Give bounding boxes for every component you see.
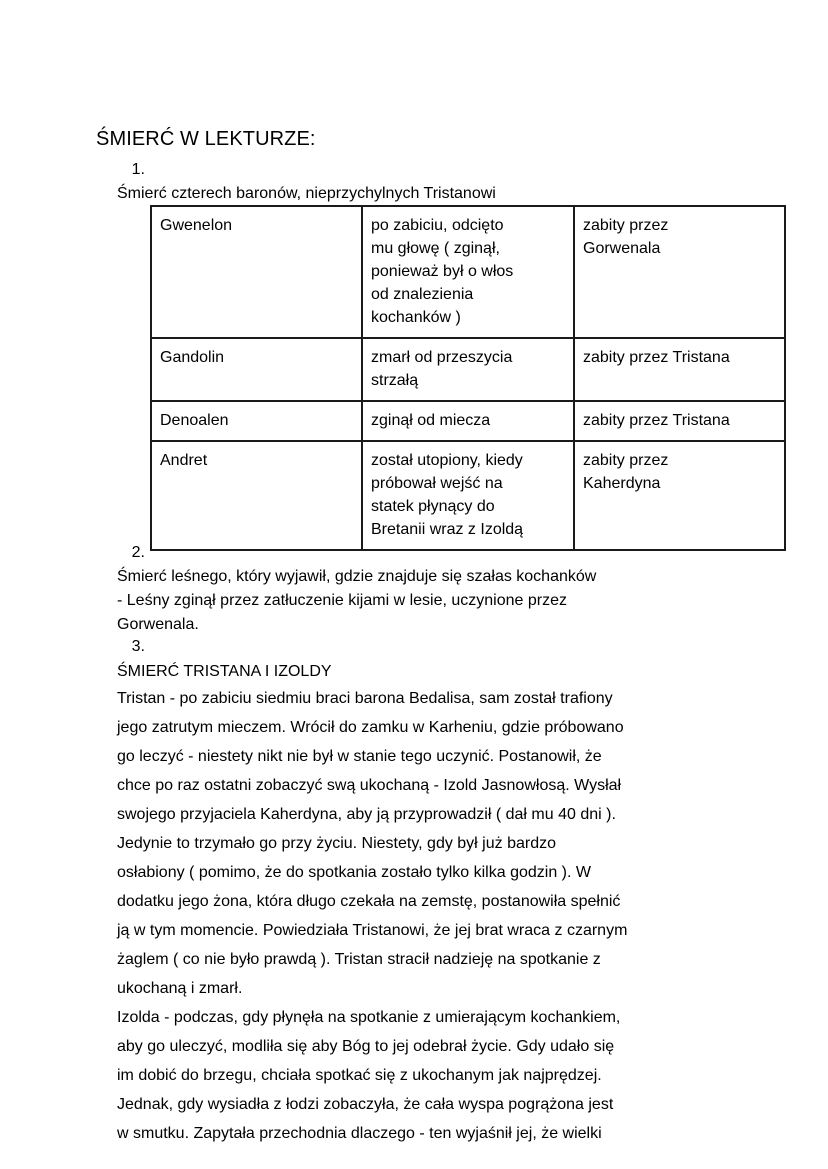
paragraph-line: żaglem ( co nie było prawdą ). Tristan stracił nadzieję na spotkanie z	[117, 951, 601, 968]
table-cell-killer	[574, 206, 785, 338]
list-item-2-line-3: Gorwenala.	[117, 616, 199, 633]
cell-line: próbował wejść na	[371, 475, 503, 492]
list-marker-3: 3.	[131, 638, 145, 655]
table-cell-name	[151, 401, 362, 441]
list-item-3-body	[117, 659, 787, 1148]
table-cell-killer	[574, 401, 785, 441]
paragraph-line: swojego przyjaciela Kaherdyna, aby ją przyprowadził ( dał mu 40 dni ).	[117, 806, 616, 823]
paragraph-line: dodatku jego żona, która długo czekała na zemstę, postanowiła spełnić	[117, 893, 621, 910]
cell-line: Gorwenala	[583, 240, 661, 257]
cell-line: Bretanii wraz z Izoldą	[371, 521, 524, 538]
paragraph-line: ją w tym momencie. Powiedziała Tristanowi, że jej brat wraca z czarnym	[117, 922, 628, 939]
table-row	[151, 401, 785, 441]
paragraph-line: Tristan - po zabiciu siedmiu braci barona Bedalisa, sam został trafiony	[117, 690, 613, 707]
cell-line: Andret	[160, 452, 208, 469]
cell-line: zabity przez	[583, 452, 669, 469]
paragraph-line: im dobić do brzegu, chciała spotkać się z ukochanym jak najprędzej.	[117, 1067, 602, 1084]
table-cell-name	[151, 441, 362, 550]
paragraph-line: ukochaną i zmarł.	[117, 980, 243, 997]
table-cell-name	[151, 206, 362, 338]
cell-line: mu głowę ( zginął,	[371, 240, 500, 257]
list-item-3	[117, 635, 787, 1148]
table-cell-cause	[362, 338, 574, 401]
page-title: ŚMIERĆ W LEKTURZE:	[96, 128, 316, 150]
paragraph-izolda	[117, 1003, 787, 1148]
list-item-2-text	[117, 565, 777, 637]
baron-deaths-table	[150, 205, 786, 551]
list-item-1-line-1: Śmierć czterech baronów, nieprzychylnych Tristanowi	[117, 185, 496, 202]
list-item-2-line-2: - Leśny zginął przez zatłuczenie kijami w lesie, uczynione przez	[117, 592, 567, 609]
table-cell-killer	[574, 441, 785, 550]
section-heading-tristan-izolda: ŚMIERĆ TRISTANA I IZOLDY	[117, 663, 332, 680]
table-cell-name	[151, 338, 362, 401]
list-item-1-text	[117, 182, 777, 206]
paragraph-line: chce po raz ostatni zobaczyć swą ukochaną - Izold Jasnowłosą. Wysłał	[117, 777, 622, 794]
paragraph-line: Jedynie to trzymało go przy życiu. Niestety, gdy był już bardzo	[117, 835, 556, 852]
cell-line: zabity przez	[583, 217, 669, 234]
list-item-2	[117, 541, 777, 637]
table-cell-cause	[362, 441, 574, 550]
paragraph-line: jego zatrutym mieczem. Wrócił do zamku w Karheniu, gdzie próbowano	[117, 719, 624, 736]
cell-line: zmarł od przeszycia	[371, 349, 513, 366]
paragraph-line: w smutku. Zapytała przechodnia dlaczego - ten wyjaśnił jej, że wielki	[117, 1125, 602, 1142]
list-marker-2: 2.	[131, 544, 145, 561]
cell-line: zginął od miecza	[371, 412, 491, 429]
cell-line: zabity przez Tristana	[583, 349, 730, 366]
cell-line: od znalezienia	[371, 286, 474, 303]
cell-line: strzałą	[371, 372, 419, 389]
list-marker-1: 1.	[131, 161, 145, 178]
cell-line: kochanków )	[371, 309, 461, 326]
paragraph-line: Jednak, gdy wysiadła z łodzi zobaczyła, że cała wyspa pogrążona jest	[117, 1096, 614, 1113]
cell-line: po zabiciu, odcięto	[371, 217, 504, 234]
cell-line: został utopiony, kiedy	[371, 452, 523, 469]
table-cell-killer	[574, 338, 785, 401]
paragraph-line: aby go uleczyć, modliła się aby Bóg to jej odebrał życie. Gdy udało się	[117, 1038, 615, 1055]
list-item-2-line-1: Śmierć leśnego, który wyjawił, gdzie znajduje się szałas kochanków	[117, 568, 597, 585]
cell-line: Denoalen	[160, 412, 229, 429]
cell-line: Gandolin	[160, 349, 225, 366]
table-cell-cause	[362, 206, 574, 338]
table-row	[151, 338, 785, 401]
table-row	[151, 206, 785, 338]
paragraph-tristan	[117, 684, 787, 1003]
table-cell-cause	[362, 401, 574, 441]
cell-line: statek płynący do	[371, 498, 495, 515]
table-body	[151, 206, 785, 550]
paragraph-line: go leczyć - niestety nikt nie był w stanie tego uczynić. Postanowił, że	[117, 748, 602, 765]
table-row	[151, 441, 785, 550]
cell-line: ponieważ był o włos	[371, 263, 514, 280]
list-item-1	[117, 158, 777, 206]
cell-line: Kaherdyna	[583, 475, 661, 492]
paragraph-line: osłabiony ( pomimo, że do spotkania zostało tylko kilka godzin ). W	[117, 864, 591, 881]
paragraph-line: Izolda - podczas, gdy płynęła na spotkanie z umierającym kochankiem,	[117, 1009, 621, 1026]
cell-line: Gwenelon	[160, 217, 233, 234]
cell-line: zabity przez Tristana	[583, 412, 730, 429]
